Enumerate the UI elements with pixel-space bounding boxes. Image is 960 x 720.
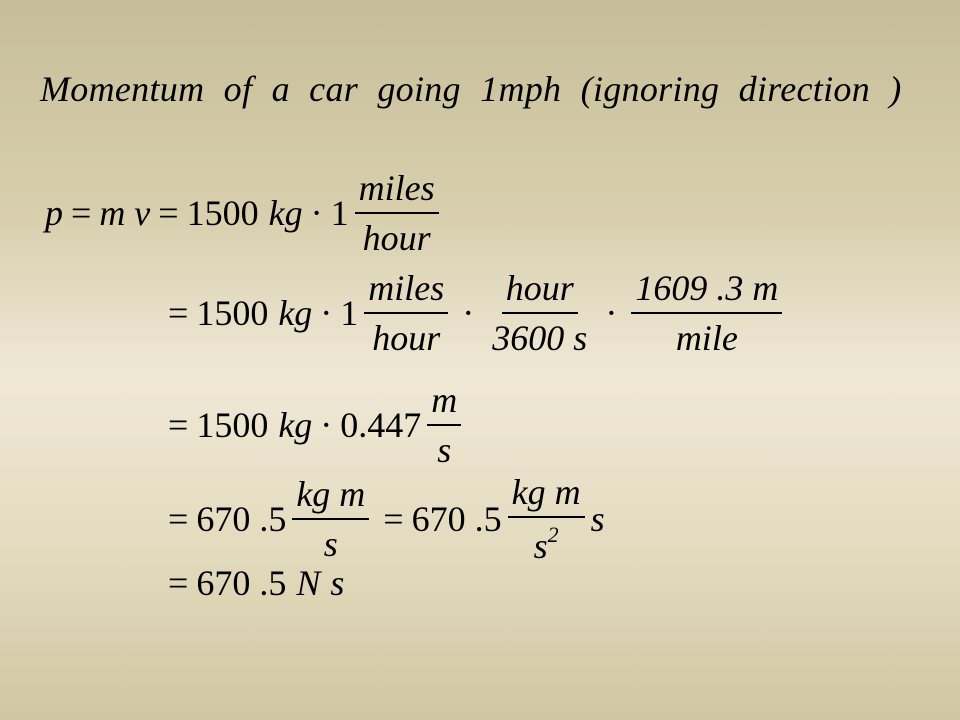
equation-line-1 [45, 170, 445, 256]
hour-per-seconds-fraction [488, 270, 591, 356]
kg-unit: kg [278, 405, 313, 445]
multiply-dot: · [320, 405, 333, 445]
equals-sign: = [383, 499, 404, 539]
meters-per-second-fraction [427, 382, 461, 468]
fraction-numerator: miles [364, 270, 448, 314]
equation-line-4 [160, 474, 605, 564]
newton-unit: N [296, 563, 321, 603]
fraction-numerator: kg m [508, 474, 585, 518]
kg-m-per-s-squared-fraction [508, 474, 585, 564]
momentum-value: 670 .5 [411, 499, 502, 539]
kg-unit: kg [268, 193, 303, 233]
fraction-denominator: 3600 s [492, 318, 588, 358]
kg-unit: kg [278, 293, 313, 333]
fraction-numerator: kg m [292, 476, 369, 520]
momentum-symbol: p [45, 193, 63, 233]
equation-line-5 [160, 565, 344, 601]
fraction-denominator: mile [675, 318, 738, 358]
fraction-denominator: s [437, 430, 452, 470]
equation-line-2 [160, 270, 788, 356]
equation-line-3 [160, 382, 467, 468]
kg-m-per-s-fraction [292, 476, 369, 562]
slide-title: Momentum of a car going 1mph (ignoring direction ) [40, 69, 902, 109]
equals-sign: = [71, 193, 92, 233]
multiply-dot: · [320, 293, 333, 333]
exponent: 2 [547, 522, 559, 547]
fraction-numerator: miles [355, 170, 439, 214]
velocity-value: 0.447 [340, 405, 422, 445]
equals-sign: = [168, 499, 189, 539]
momentum-value: 670 .5 [196, 563, 287, 603]
equals-sign: = [168, 293, 189, 333]
equals-sign: = [168, 405, 189, 445]
fraction-denominator [530, 518, 563, 564]
momentum-value: 670 .5 [196, 499, 287, 539]
multiply-dot: · [462, 293, 475, 333]
fraction-numerator: hour [502, 270, 578, 314]
meters-per-mile-fraction [631, 270, 782, 356]
fraction-numerator: m [427, 382, 461, 426]
miles-per-hour-fraction [364, 270, 448, 356]
fraction-denominator: hour [362, 218, 431, 258]
mass-value: 1500 [196, 405, 269, 445]
seconds-unit: s [590, 499, 605, 539]
mass-value: 1500 [186, 193, 259, 233]
seconds-unit: s [330, 563, 345, 603]
multiply-dot: · [605, 293, 618, 333]
equals-sign: = [158, 193, 179, 233]
denominator-base: s [533, 526, 548, 566]
equals-sign: = [168, 563, 189, 603]
fraction-denominator: s [323, 524, 338, 564]
speed-value: 1 [340, 293, 359, 333]
miles-per-hour-fraction [355, 170, 439, 256]
speed-value: 1 [330, 193, 349, 233]
multiply-dot: · [310, 193, 323, 233]
mass-velocity-symbols: m v [99, 193, 151, 233]
fraction-denominator: hour [372, 318, 441, 358]
mass-value: 1500 [196, 293, 269, 333]
fraction-numerator: 1609 .3 m [631, 270, 782, 314]
